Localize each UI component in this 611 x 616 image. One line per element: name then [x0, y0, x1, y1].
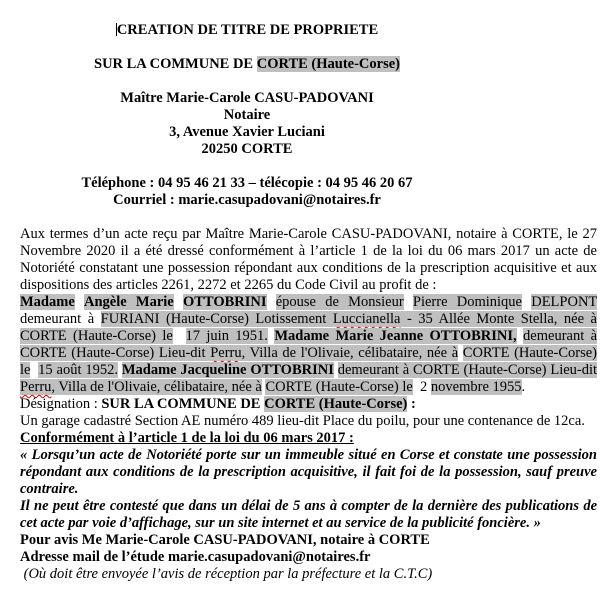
highlighted-text: Madame Marie Jeanne OTTOBRINI, [274, 328, 517, 344]
text-segment: Il ne peut être contesté que dans un délai de 5 ans à compter de la dernière des publications de cet acte par voie d’affichage, sur un site internet et au service de la publicité foncière. » [20, 498, 597, 531]
text-segment: Téléphone : 04 95 46 21 33 – télécopie : 04 95 46 20 67 [81, 175, 413, 191]
spacer [20, 209, 597, 226]
highlighted-text: novembre 1955 [430, 379, 522, 395]
spacer [20, 158, 597, 175]
text-segment: Courriel : marie.casupadovani@notaires.fr [113, 192, 381, 208]
garage-paragraph[interactable] [20, 413, 597, 430]
text-segment: Désignation : [20, 396, 102, 412]
reception-note[interactable] [20, 566, 597, 583]
text-segment: CREATION DE TITRE DE PROPRIETE [116, 22, 379, 38]
text-segment [173, 328, 186, 344]
doc-title[interactable] [20, 22, 597, 39]
text-segment: SUR LA COMMUNE DE [101, 396, 265, 412]
highlighted-text: DELPONT [531, 294, 598, 310]
highlighted-text: demeurant à [523, 328, 598, 344]
text-segment: (Où doit être envoyée l’avis de réception par la préfecture et la C.T.C) [20, 566, 433, 582]
text-segment: : [407, 396, 416, 412]
text-segment: Notaire [223, 107, 271, 123]
text-segment [404, 294, 413, 310]
highlighted-text: épouse de Monsieur [275, 294, 404, 310]
highlighted-text: OTTOBRINI [182, 294, 267, 310]
text-segment: « Lorsqu’un acte de Notoriété porte sur un immeuble situé en Corse et constate une possession répondant aux conditions de la prescription acquisitive, il fait foi de la possession, sauf preuve contraire. [20, 447, 597, 497]
misspelled-word: Luccianella [332, 311, 401, 327]
highlighted-text: , Villa de l'Olivaie, célibataire, née à [241, 345, 459, 361]
highlighted-text: CORTE (Haute-Corse) [256, 56, 400, 72]
text-segment: Conformément à l’article 1 de la loi du 06 mars 2017 : [20, 430, 354, 446]
text-segment [174, 294, 183, 310]
document-body[interactable] [20, 22, 597, 583]
highlighted-text: demeurant à CORTE (Haute-Corse) Lieu-dit [337, 362, 598, 378]
highlighted-text: Madame Jacqueline OTTOBRINI [121, 362, 334, 378]
designation-line[interactable] [20, 396, 597, 413]
notice-line[interactable] [20, 532, 597, 549]
text-segment: 2 [412, 379, 431, 395]
highlighted-text: - 35 Allée Monte Stella, née à [400, 311, 597, 327]
highlighted-text: CORTE (Haute-Corse) le [20, 345, 598, 378]
beneficiaries-paragraph[interactable] [20, 294, 597, 396]
text-segment: Un garage cadastré Section AE numéro 489 lieu-dit Place du poilu, pour une contenance de 12ca. [20, 413, 585, 429]
spacer [20, 73, 597, 90]
phone-line[interactable] [20, 175, 597, 192]
text-segment: SUR LA COMMUNE DE [94, 56, 257, 72]
study-email-line[interactable] [20, 549, 597, 566]
text-segment [75, 294, 84, 310]
text-segment: Pour avis Me Marie-Carole CASU-PADOVANI, notaire à CORTE [20, 532, 430, 548]
law-reference-heading[interactable] [20, 430, 597, 447]
text-segment [267, 294, 276, 310]
text-segment: 20250 CORTE [201, 141, 293, 157]
text-segment: Adresse mail de l’étude marie.casupadovani@notaires.fr [20, 549, 371, 565]
highlighted-text: FURIANI (Haute-Corse) Lotissement [100, 311, 333, 327]
highlighted-text: Angèle Marie [83, 294, 174, 310]
highlighted-text: 15 août 1952. [38, 362, 118, 378]
highlighted-text: , Villa de l'Olivaie, célibataire, née à [51, 379, 262, 395]
text-segment: Aux termes d’un acte reçu par Maître Marie-Carole CASU-PADOVANI, notaire à CORTE, le 27 Novembre 2020 il a été dressé conformément à l’article 1 de la loi du 06 mars 2017 un acte de Notoriété constatant une possession répondant aux conditions de la prescription acquisitive et aux dispositions des articles 2261, 2272 et 2265 du Code Civil au profit de : [20, 226, 597, 293]
text-segment: . [521, 379, 526, 395]
misspelled-word: Perru [210, 345, 242, 361]
misspelled-word: Perru [20, 379, 52, 395]
highlighted-text: CORTE (Haute-Corse) le [20, 328, 173, 344]
highlighted-text: Madame [20, 294, 75, 310]
highlighted-text: Pierre Dominique [412, 294, 522, 310]
law-quote-1[interactable] [20, 447, 597, 498]
highlighted-text: CORTE (Haute-Corse) Lieu-dit [20, 345, 211, 361]
highlighted-text: CORTE (Haute-Corse) le [265, 379, 413, 395]
address-line[interactable] [20, 124, 597, 141]
text-segment: 3, Avenue Xavier Luciani [169, 124, 325, 140]
intro-paragraph[interactable] [20, 226, 597, 294]
notary-name[interactable] [20, 90, 597, 107]
text-segment: demeurant à [20, 311, 101, 327]
text-segment: Maître Marie-Carole CASU-PADOVANI [120, 90, 374, 106]
law-quote-2[interactable] [20, 498, 597, 532]
commune-line[interactable] [20, 56, 597, 73]
highlighted-text: CORTE (Haute-Corse) [264, 396, 408, 412]
highlighted-text: 17 juin 1951. [185, 328, 268, 344]
postal-city-line[interactable] [20, 141, 597, 158]
text-segment [522, 294, 531, 310]
notary-role[interactable] [20, 107, 597, 124]
spacer [20, 39, 597, 56]
email-line[interactable] [20, 192, 597, 209]
